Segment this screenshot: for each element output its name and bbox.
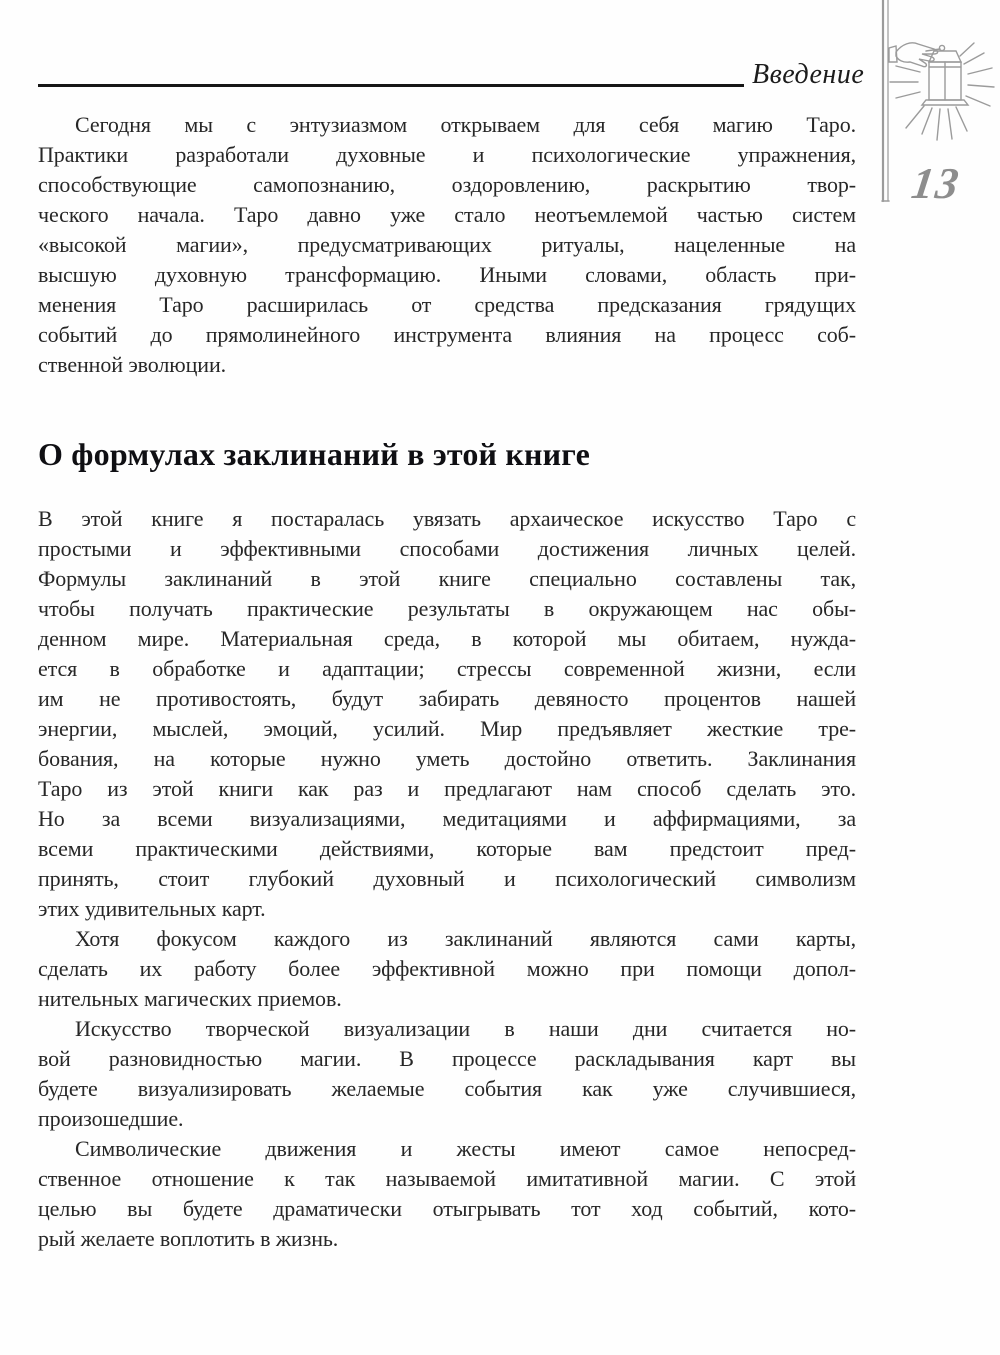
- text-line: ственное отношение к так называемой имитативной магии. С этой: [38, 1166, 856, 1191]
- text-line: бования, на которые нужно уметь достойно ответить. Заклинания: [38, 746, 856, 771]
- text-line: нительных магических приемов.: [38, 986, 342, 1011]
- text-line: менения Таро расширилась от средства предсказания грядущих: [38, 292, 856, 317]
- intro-paragraph: [38, 110, 856, 380]
- text-line: Но за всеми визуализациями, медитациями и аффирмациями, за: [38, 806, 856, 831]
- text-line: Хотя фокусом каждого из заклинаний являются сами карты,: [75, 926, 856, 951]
- text-line: событий до прямолинейного инструмента влияния на процесс соб-: [38, 322, 856, 347]
- running-head: Введение: [752, 59, 865, 90]
- text-line: принять, стоит глубокий духовный и психологический символизм: [38, 866, 856, 891]
- section-paragraphs: [38, 504, 856, 1254]
- text-line: целью вы будете драматически отыгрывать тот ход событий, кото-: [38, 1196, 856, 1221]
- text-line: произошедшие.: [38, 1106, 184, 1131]
- text-line: рый желаете воплотить в жизнь.: [38, 1226, 339, 1251]
- page-number: 13: [908, 159, 964, 208]
- section-heading: О формулах заклинаний в этой книге: [38, 436, 591, 472]
- text-line: Таро из этой книги как раз и предлагают нам способ сделать это.: [38, 776, 856, 801]
- text-line: ется в обработке и адаптации; стрессы современной жизни, если: [38, 656, 856, 681]
- text-line: им не противостоять, будут забирать девяносто процентов нашей: [38, 686, 856, 711]
- text-line: «высокой магии», предусматривающих ритуалы, нацеленные на: [38, 232, 856, 257]
- text-line: Сегодня мы с энтузиазмом открываем для себя магию Таро.: [75, 112, 856, 137]
- text-line: Искусство творческой визуализации в наши дни считается но-: [75, 1016, 856, 1041]
- text-line: ственной эволюции.: [38, 352, 227, 377]
- text-line: этих удивительных карт.: [38, 896, 266, 921]
- paragraph: [38, 924, 856, 1014]
- text-line: вой разновидностью магии. В процессе раскладывания карт вы: [38, 1046, 856, 1071]
- text-line: Формулы заклинаний в этой книге специально составлены так,: [38, 566, 856, 591]
- text-line: Символические движения и жесты имеют самое непосред-: [75, 1136, 856, 1161]
- text-line: ческого начала. Таро давно уже стало неотъемлемой частью систем: [38, 202, 856, 227]
- text-line: будете визуализировать желаемые события как уже случившиеся,: [38, 1076, 856, 1101]
- text-line: всеми практическими действиями, которые вам предстоит пред-: [38, 836, 856, 861]
- text-line: чтобы получать практические результаты в окружающем нас обы-: [38, 596, 856, 621]
- text-line: высшую духовную трансформацию. Иными словами, область при-: [38, 262, 856, 287]
- text-line: энергии, мыслей, эмоций, усилий. Мир предъявляет жесткие тре-: [38, 716, 856, 741]
- paragraph: [38, 1134, 856, 1254]
- text-line: Практики разработали духовные и психологические упражнения,: [38, 142, 856, 167]
- paragraph: [38, 1014, 856, 1134]
- text-line: денном мире. Материальная среда, в которой мы обитаем, нужда-: [38, 626, 856, 651]
- text-line: способствующие самопознанию, оздоровлению, раскрытию твор-: [38, 172, 856, 197]
- paragraph: [38, 504, 856, 924]
- text-line: простыми и эффективными способами достижения личных целей.: [38, 536, 856, 561]
- body-text: [38, 110, 856, 1254]
- running-head-rule: [38, 84, 744, 87]
- text-line: сделать их работу более эффективной можно при помощи допол-: [38, 956, 856, 981]
- text-line: В этой книге я постаралась увязать архаическое искусство Таро с: [38, 506, 856, 531]
